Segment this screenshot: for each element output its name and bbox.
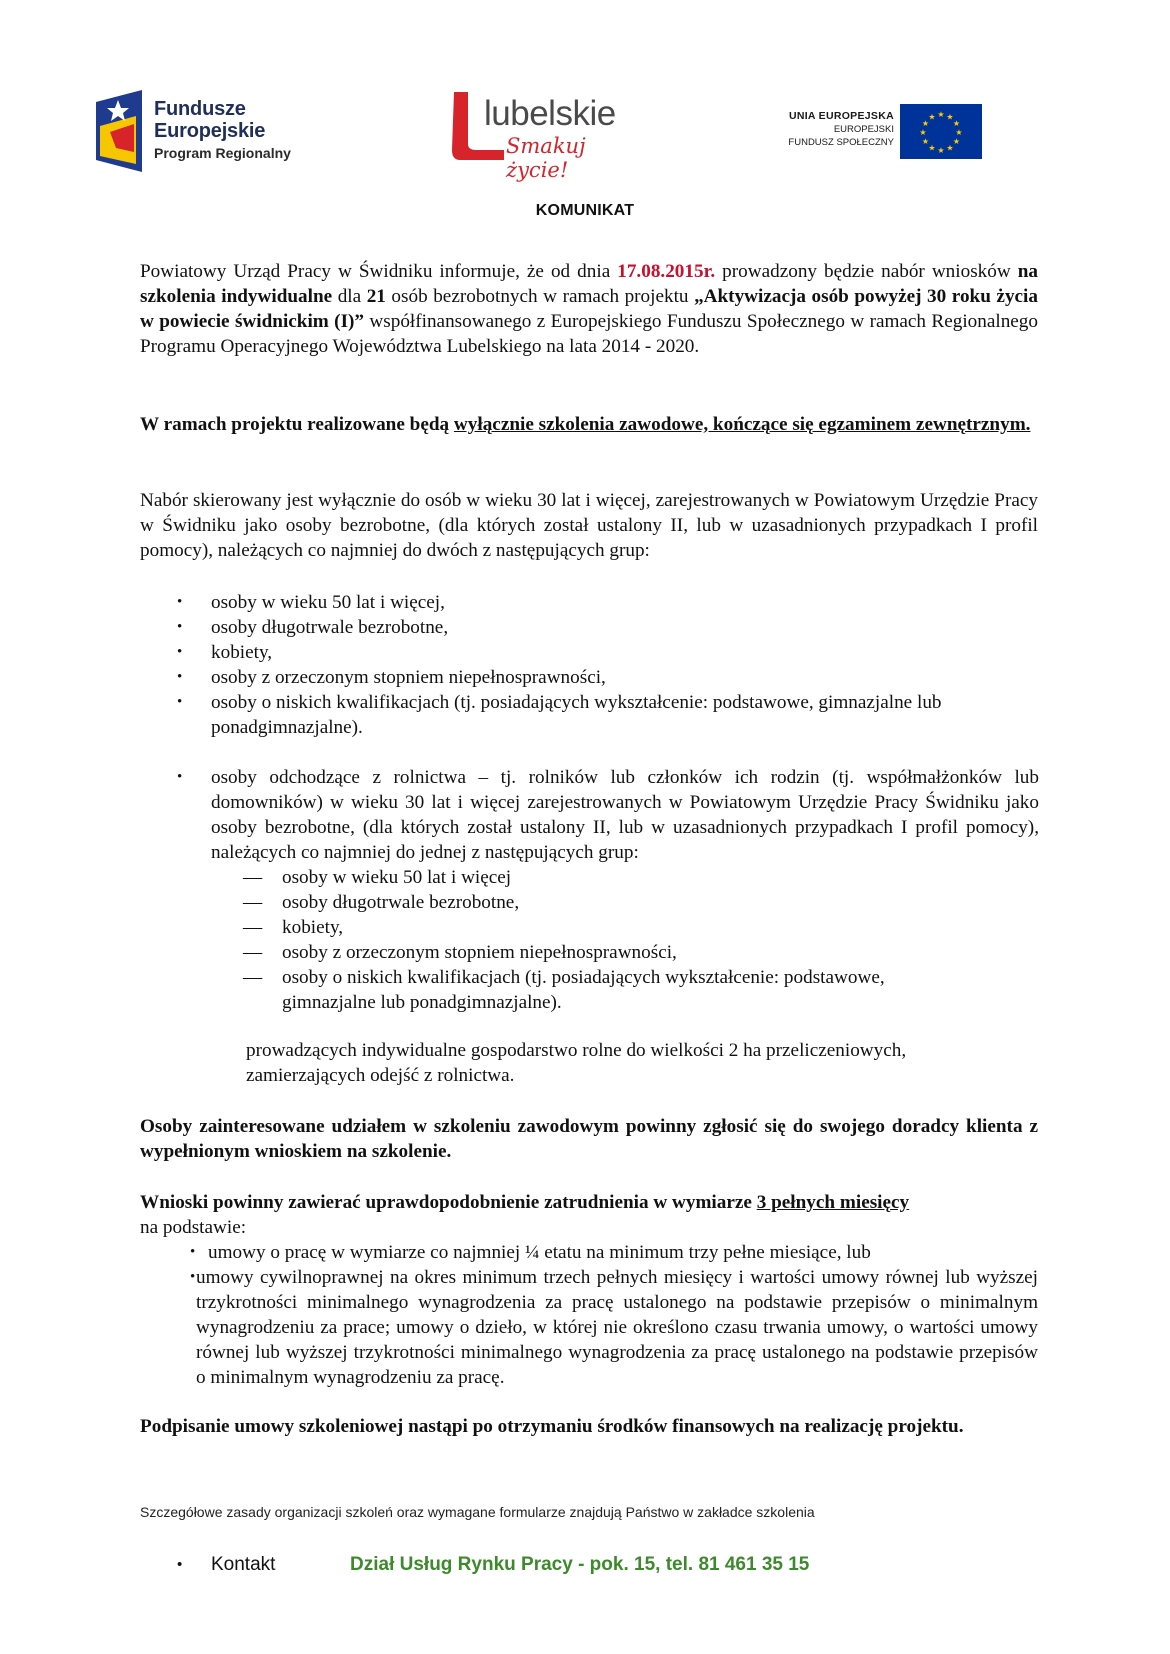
bullet-icon: •: [177, 769, 183, 785]
requirements-bold: Wnioski powinny zawierać uprawdopodobnienie zatrudnienia w wymiarze: [140, 1192, 757, 1213]
bullet-icon: •: [177, 644, 183, 660]
intro-text-5: współfinansowanego z Europejskiego Funduszu Społecznego w ramach Regionalnego Programu Operacyjnego Województwa Lubelskiego na lata 2014 - 2020.: [140, 311, 1038, 357]
list-item: [0, 690, 1170, 740]
list-item: [0, 665, 1170, 690]
eu-line2: EUROPEJSKI: [833, 124, 894, 135]
bullet-icon: •: [177, 669, 183, 685]
person-count: 21: [366, 286, 386, 307]
list-item: [0, 865, 1170, 890]
subgroup-text: osoby w wieku 50 lat i więcej: [282, 867, 512, 888]
requirements-paragraph: [140, 1190, 1038, 1240]
bullet-icon: •: [177, 694, 183, 710]
list-item: [0, 765, 1170, 865]
signing-paragraph: Podpisanie umowy szkoleniowej nastąpi po otrzymaniu środków finansowych na realizację projektu.: [140, 1416, 964, 1437]
intro-text-1: Powiatowy Urząd Pracy w Świdniku informuje, że od dnia: [140, 261, 618, 282]
fundusze-europejskie-logo: [96, 88, 306, 174]
lubelskie-logo: [446, 90, 626, 182]
eu-logo: [772, 104, 982, 160]
subgroup-text: kobiety,: [282, 917, 344, 938]
farmers-list: [0, 765, 1170, 1015]
fe-star-icon: [96, 90, 142, 172]
dash-icon: —: [243, 967, 263, 988]
eu-flag-icon: [900, 104, 982, 159]
dash-icon: —: [243, 892, 263, 913]
scope-text: W ramach projektu realizowane będą: [140, 414, 454, 435]
svg-text:★: ★: [921, 119, 930, 128]
svg-text:★: ★: [928, 112, 936, 122]
scope-underlined: wyłącznie szkolenia zawodowe, kończące się egzaminem zewnętrznym.: [453, 414, 1031, 435]
list-item: [0, 965, 1170, 1015]
lubelskie-word: lubelskie: [484, 94, 616, 133]
svg-text:★: ★: [946, 112, 954, 122]
farmers-note: prowadzących indywidualne gospodarstwo rolne do wielkości 2 ha przeliczeniowych, zamierzających odejść z rolnictwa.: [246, 1040, 907, 1086]
list-item: [0, 590, 1170, 615]
groups-list: [0, 590, 1170, 740]
requirement-text: umowy o pracę w wymiarze co najmniej ¼ etatu na minimum trzy pełne miesiące, lub: [208, 1242, 871, 1263]
contact-label: Kontakt: [211, 1554, 276, 1575]
bullet-icon: •: [190, 1269, 196, 1285]
svg-text:★: ★: [928, 143, 936, 153]
group-text: osoby z orzeczonym stopniem niepełnosprawności,: [211, 667, 606, 688]
group-text: osoby w wieku 50 lat i więcej,: [211, 592, 445, 613]
intro-text-2: prowadzony będzie nabór wniosków: [715, 261, 1018, 282]
svg-text:★: ★: [921, 137, 930, 146]
lubelskie-slogan: Smakuj życie!: [506, 134, 586, 182]
bullet-icon: •: [177, 619, 183, 635]
list-item: [0, 615, 1170, 640]
farmers-text: osoby odchodzące z rolnictwa – tj. rolników lub członków ich rodzin (tj. współmałżonków lub domowników) w wieku 30 lat i więcej zarejestrowanych w Powiatowym Urzędzie Pracy Świdniku jako osoby bezrobotne, (dla których został ustalony II, lub w uzasadnionych przypadkach I profil pomocy), należących co najmniej do jednej z następujących grup:: [211, 767, 1039, 863]
list-item: [0, 940, 1170, 965]
group-text: osoby o niskich kwalifikacjach (tj. posiadających wykształcenie: podstawowe, gimnazjalne lub ponadgimnazjalne).: [211, 692, 942, 738]
list-item: [0, 1265, 1170, 1390]
apply-paragraph: Osoby zainteresowane udziałem w szkoleniu zawodowym powinny zgłosić się do swojego doradcy klienta z wypełnionym wnioskiem na szkolenie.: [140, 1116, 1038, 1162]
footer-note: Szczegółowe zasady organizacji szkoleń oraz wymagane formularze znajdują Państwo w zakładce szkolenia: [140, 1504, 815, 1520]
page-title: KOMUNIKAT: [535, 202, 635, 219]
eu-logo-text: [788, 110, 894, 149]
requirements-underlined: 3 pełnych miesięcy: [756, 1192, 910, 1213]
bullet-icon: •: [177, 1556, 183, 1573]
dash-icon: —: [243, 942, 263, 963]
intro-paragraph: [140, 259, 1038, 359]
list-item: [0, 640, 1170, 665]
list-item: [0, 890, 1170, 915]
training-type: na szkolenia indywidualne: [140, 261, 1038, 307]
list-item: [0, 1240, 1170, 1265]
svg-text:★: ★: [952, 119, 961, 128]
scope-paragraph: [140, 412, 1038, 437]
bullet-icon: •: [190, 1244, 196, 1260]
start-date: 17.08.2015r.: [617, 261, 716, 282]
eu-line3: FUNDUSZ SPOŁECZNY: [788, 137, 894, 148]
requirements-rest: na podstawie:: [140, 1217, 247, 1238]
fe-line2: Europejskie: [154, 120, 266, 142]
fe-line3: Program Regionalny: [154, 145, 291, 161]
svg-text:★: ★: [955, 128, 963, 137]
farmers-subgroups: [0, 865, 1170, 1015]
requirement-text: umowy cywilnoprawnej na okres minimum trzech pełnych miesięcy i wartości umowy równej lub wyższej trzykrotności minimalnego wynagrodzenia za pracę ustalonego na podstawie przepisów o minimalnym wynagrodzeniu za prace; umowy o dzieło, w której nie określono czasu trwania umowy, o wartości umowy równej lub wyższej trzykrotności minimalnego wynagrodzenia za pracę ustalonego na podstawie przepisów o minimalnym wynagrodzeniu za pracę.: [196, 1267, 1038, 1388]
fe-line1: Fundusze: [154, 98, 246, 120]
project-name: „Aktywizacja osób powyżej 30 roku życia w powiecie świdnickim (I)”: [140, 286, 1038, 332]
subgroup-text: osoby o niskich kwalifikacjach (tj. posiadających wykształcenie: podstawowe, gimnazjalne lub ponadgimnazjalne).: [282, 967, 885, 1013]
svg-text:★: ★: [919, 128, 927, 137]
dash-icon: —: [243, 917, 263, 938]
subgroup-text: osoby długotrwale bezrobotne,: [282, 892, 520, 913]
dash-icon: —: [243, 867, 263, 888]
contact-value: Dział Usług Rynku Pracy - pok. 15, tel. 81 461 35 15: [350, 1554, 810, 1575]
group-text: osoby długotrwale bezrobotne,: [211, 617, 449, 638]
subgroup-text: osoby z orzeczonym stopniem niepełnosprawności,: [282, 942, 677, 963]
svg-text:★: ★: [952, 137, 961, 146]
svg-text:★: ★: [937, 146, 945, 155]
intro-text-4: osób bezrobotnych w ramach projektu: [385, 286, 695, 307]
group-text: kobiety,: [211, 642, 273, 663]
intro-text-3: dla: [332, 286, 367, 307]
eu-line1: UNIA EUROPEJSKA: [788, 110, 894, 122]
svg-text:★: ★: [946, 143, 954, 153]
bullet-icon: •: [177, 594, 183, 610]
list-item: [0, 915, 1170, 940]
svg-text:★: ★: [937, 110, 945, 119]
fe-logo-text: [154, 98, 291, 164]
eligibility-paragraph: Nabór skierowany jest wyłącznie do osób w wieku 30 lat i więcej, zarejestrowanych w Powiatowym Urzędzie Pracy w Świdniku jako osoby bezrobotne, (dla których został ustalony II, lub w uzasadnionych przypadkach I profil pomocy), należących co najmniej do dwóch z następujących grup:: [140, 490, 1038, 561]
requirements-list: [0, 1240, 1170, 1390]
